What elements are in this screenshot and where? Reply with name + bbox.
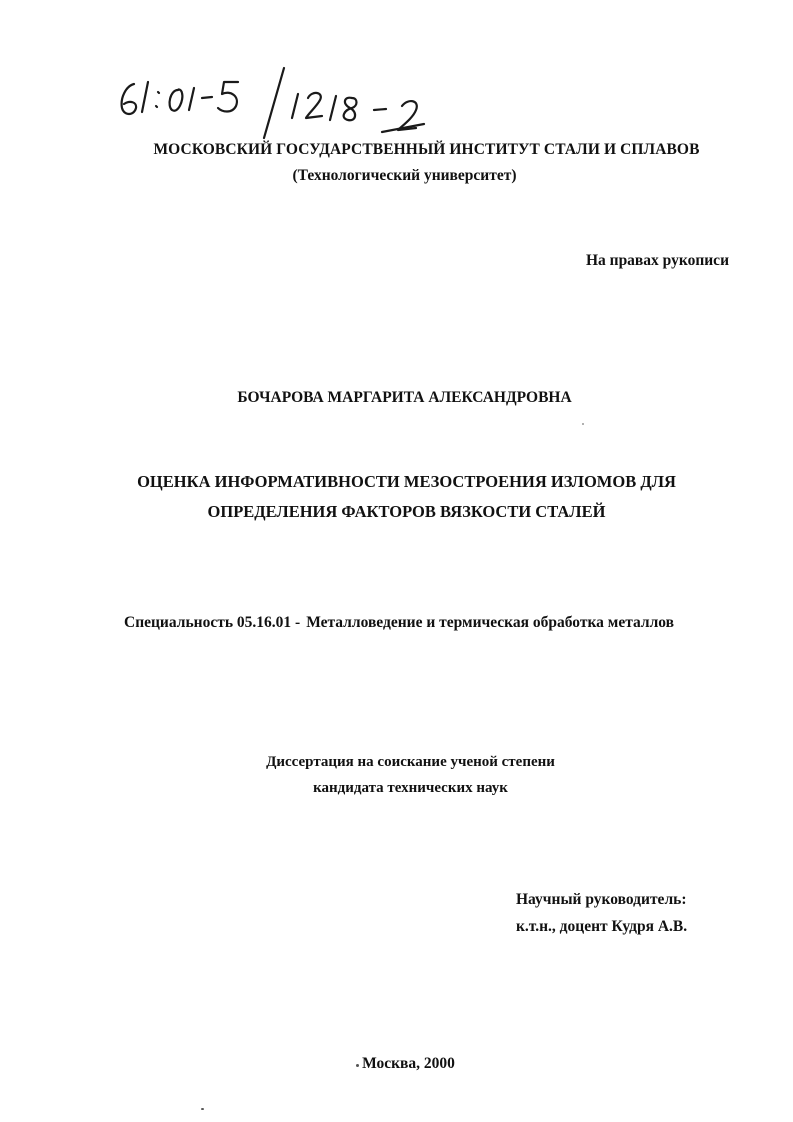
advisor-label: Научный руководитель: [516,891,687,908]
specialty-line [124,613,674,633]
institute-name: МОСКОВСКИЙ ГОСУДАРСТВЕННЫЙ ИНСТИТУТ СТАЛИ И СПЛАВОВ [153,141,700,158]
scan-speck [582,423,584,425]
handwritten-archive-code [112,62,512,142]
city-year: Москва, 2000 [362,1055,455,1072]
scan-speck [356,1064,359,1067]
specialty-code: Специальность 05.16.01 - [124,614,301,631]
rights-note: На правах рукописи [585,252,729,269]
institute-subtitle: (Технологический университет) [292,167,517,184]
advisor-name: к.т.н., доцент Кудря А.В. [516,918,688,935]
scan-speck [201,1108,204,1110]
dissertation-title-line-2: ОПРЕДЕЛЕНИЯ ФАКТОРОВ ВЯЗКОСТИ СТАЛЕЙ [207,502,606,521]
author-name: БОЧАРОВА МАРГАРИТА АЛЕКСАНДРОВНА [237,389,572,406]
dissertation-degree-line-1: Диссертация на соискание ученой степени [266,754,555,770]
dissertation-title-line-1: ОЦЕНКА ИНФОРМАТИВНОСТИ МЕЗОСТРОЕНИЯ ИЗЛОМОВ ДЛЯ [137,472,676,491]
dissertation-degree-line-2: кандидата технических наук [313,780,508,796]
specialty-name: Металловедение и термическая обработка металлов [306,614,675,631]
handwritten-code-drawing [112,62,512,142]
